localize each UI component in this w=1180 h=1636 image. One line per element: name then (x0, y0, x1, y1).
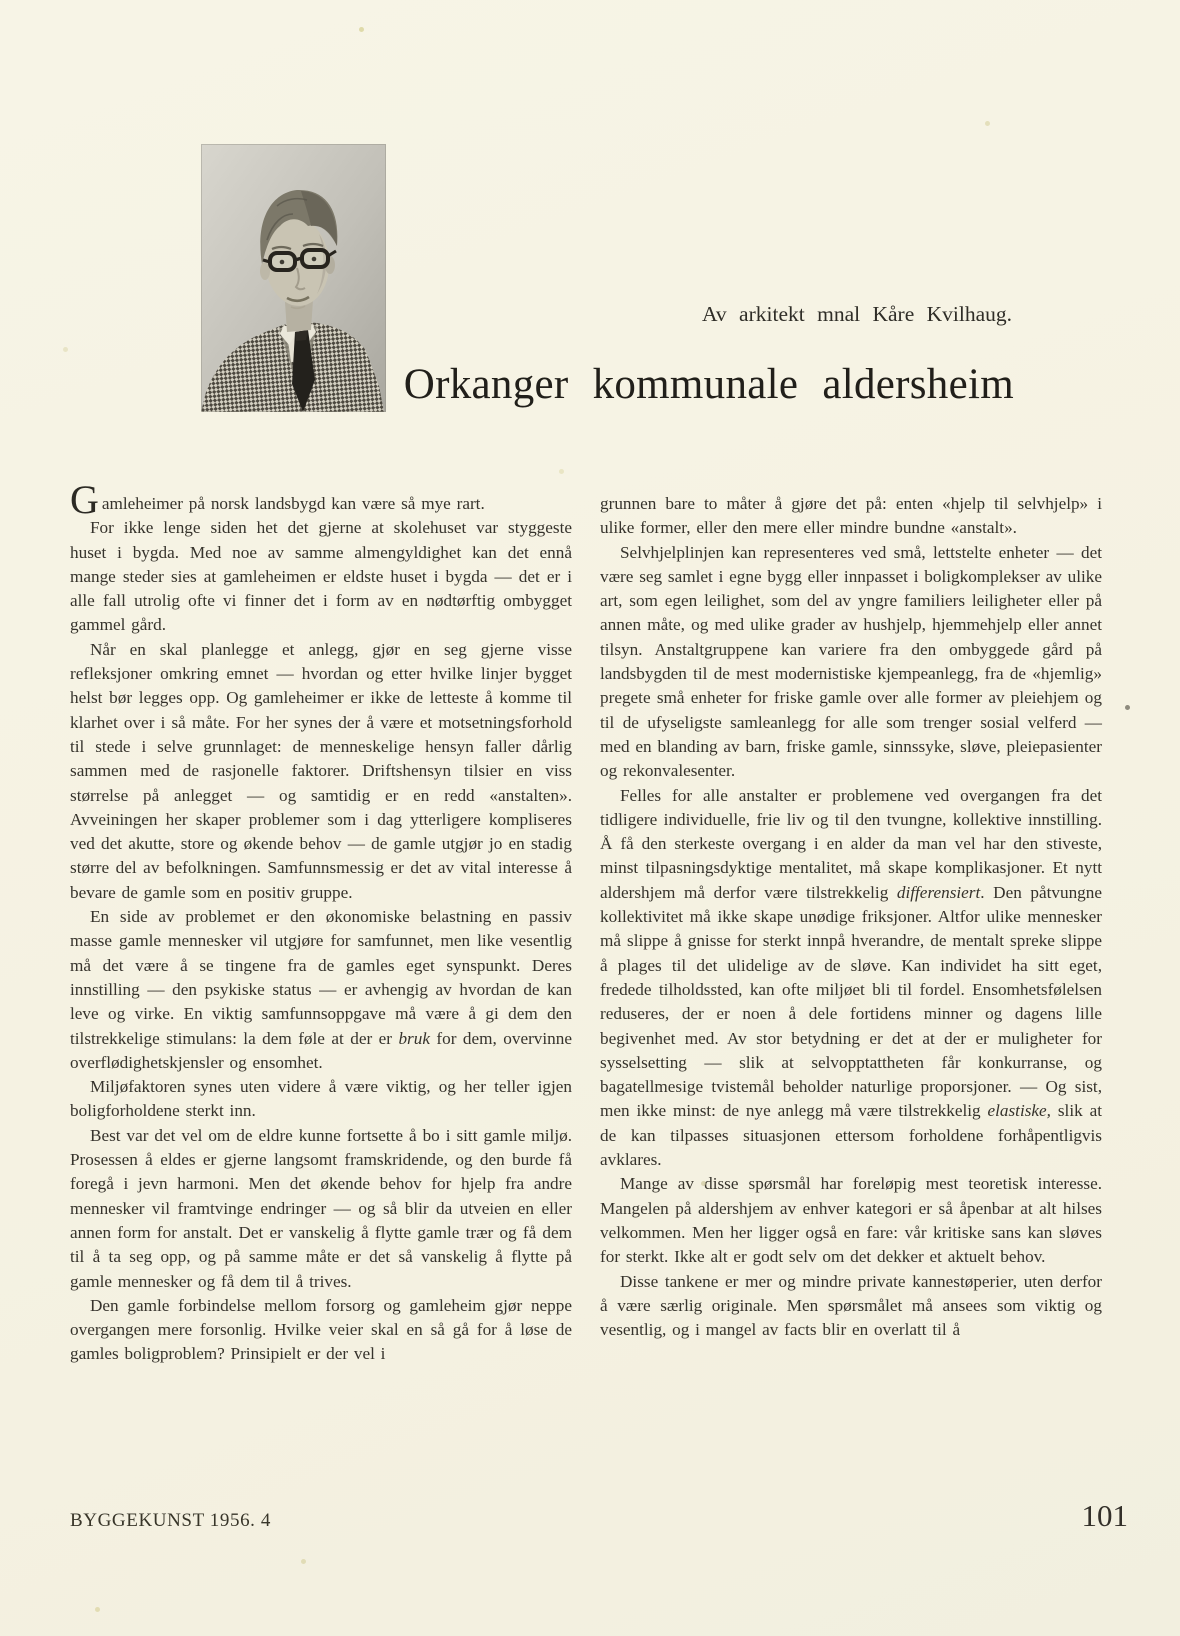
text-run: Mange av disse spørsmål har foreløpig mest teoretisk interesse. Mangelen på aldershjem av enhver kategori er så åpenbar at alt hilses velkommen. Men her ligger også en fare: vår kritiske sans kan sløves for sterkt. Ikke alt er godt selv om det dekker et aktuelt behov. (600, 1174, 1102, 1267)
text-run: slik at de kan tilpasses situasjonen ettersom forholdene forhåpentligvis avklares. (600, 1101, 1102, 1170)
article-paragraph (600, 1270, 1102, 1343)
text-run: grunnen bare to måter å gjøre det på: enten «hjelp til selvhjelp» i ulike former, eller den mere eller mindre bundne «anstalt». (600, 494, 1102, 538)
text-run: En side av problemet er den økonomiske belastning en passiv masse gamle mennesker vil utgjøre for samfunnet, men like vesentlig må det være å se tingene fra de gamles eget synspunkt. Deres innstilling — den psykiske status — er avhengig av hvordan de kan leve og virke. En viktig samfunnsoppgave må være å gi dem den tilstrekkelige stimulans: la dem føle at der er (70, 907, 572, 1048)
italic-text-run: differensiert (896, 882, 981, 902)
text-run: amleheimer på norsk landsbygd kan være så mye rart. (101, 494, 485, 513)
article-paragraph (70, 516, 572, 637)
article-paragraph (70, 1294, 572, 1367)
left-column (70, 477, 572, 1367)
article-paragraph (600, 784, 1102, 1173)
article-paragraph (70, 1075, 572, 1124)
article-paragraph (600, 492, 1102, 541)
text-run: For ikke lenge siden het det gjerne at skolehuset var styggeste huset i bygda. Med noe av samme almengyldighet kan det ennå mange steder sies at gamleheimen er eldste huset i bygda — det er i alle fall utrolig ofte vi finner det i form av en nødtørftig ombygget gammel gård. (70, 518, 572, 635)
italic-text-run: elastiske, (987, 1101, 1051, 1121)
paper-specks (0, 0, 3, 3)
portrait-illustration (201, 144, 386, 412)
text-run: Best var det vel om de eldre kunne fortsette å bo i sitt gamle miljø. Prosessen å eldes er gjerne langsomt framskridende, og den burde få foregå i jevn harmoni. Men det økende behov for hjelp fra andre mennesker vil framtvinge endringer — og så blir da utveien en eller annen form for anstalt. Det er vanskelig å flytte gamle trær og få dem til å ta seg opp, og på samme måte er det så vanskelig å flytte på gamle mennesker og få dem til å trives. (70, 1125, 572, 1291)
text-run: . Den påtvungne kollektivitet må ikke skape unødige friksjoner. Altfor ulike mennesker må slippe å gnisse for sterkt innpå hverandre, de mentalt spreke slippe å plages til det ulidelige av de sløve. Kan individet ha sitt eget, fredede tilholdssted, kan ofte miljøet bli til fordel. Ensomhetsfølelsen reduseres, der er noen å dele fortidens minner og dagens lille begivenhet med. Av stor betydning er det at der er muligheter for sysselsetting — slik at selvopptattheten får konkurranse, og bagatellmesige tvistemål beholder naturlige proporsjoner. — Og sist, men ikke minst: de nye anlegg må være tilstrekkelig (600, 882, 1102, 1121)
text-run: for dem, overvinne overflødighetskjensler og ensomhet. (70, 1028, 572, 1072)
article-body (70, 477, 1102, 1367)
article-title: Orkanger kommunale aldersheim (403, 361, 1014, 408)
byline: Av arkitekt mnal Kåre Kvilhaug. (702, 302, 1012, 326)
article-paragraph (600, 1172, 1102, 1269)
text-run: Når en skal planlegge et anlegg, gjør en seg gjerne visse refleksjoner omkring emnet — hvordan og etter hvilke linjer bygget helst bør legges opp. Og gamleheimer er ikke de letteste å komme til klarhet over i så måte. For her synes der å være et motsetningsforhold til stede i selve grunnlaget: de menneskelige hensyn faller dårlig sammen med de rasjonelle faktorer. Driftshensyn tilsier en viss størrelse på anlegget — og samtidig er en redd «anstalten». Avveiningen her skaper problemer som i dag ytterligere kompliseres ved det akutte, store og økende behov — de gamle utgjør jo en stadig større del av befolkningen. Samfunnsmessig er det av vital interesse å bevare de gamle som en positiv gruppe. (70, 639, 572, 902)
text-run: Den gamle forbindelse mellom forsorg og gamleheim gjør neppe overgangen mere forsonlig. Hvilke veier skal en så gå for å løse de gamles boligproblem? Prinsipielt er der vel i (70, 1295, 572, 1364)
right-column (600, 492, 1102, 1367)
article-paragraph (70, 477, 572, 522)
article-paragraph (70, 905, 572, 1075)
article-paragraph (70, 1124, 572, 1294)
page-number: 101 (1081, 1498, 1128, 1533)
text-run: Disse tankene er mer og mindre private kannestøperier, uten derfor å være særlig originale. Men spørsmålet må ansees som viktig og vesentlig, og i mangel av facts blir en overlatt til å (600, 1271, 1102, 1340)
text-run: Felles for alle anstalter er problemene ved overgangen fra det tidligere individuelle, frie liv og til den tvungne, kollektive innstilling. Å få den sterkeste overgang i en alder da man vel har den stiveste, minst tilpasningsdyktige mentalitet, må skape komplikasjoner. Et nytt aldershjem må derfor være tilstrekkelig (600, 785, 1102, 902)
article-paragraph (70, 638, 572, 905)
text-run: Miljøfaktoren synes uten videre å være viktig, og her teller igjen boligforholdene sterkt inn. (70, 1077, 572, 1121)
article-paragraph (600, 541, 1102, 784)
drop-cap: G (70, 477, 99, 522)
text-run: Selvhjelplinjen kan representeres ved små, lettstelte enheter — det være seg samlet i egne bygg eller innpasset i boligkomplekser av ulike art, som egen leilighet, som del av yngre familiers leiligheter eller på annen måte, og med ulike grader av hushjelp, hjemmehjelp eller annet tilsyn. Anstaltgruppene kan variere fra den ombyggede gård på landsbygden til de mest modernistiske kjempeanlegg, fra de «hjemlig» pregete små enheter for friske gamle over alle former av pleiehjem og til de ufyseligste samleanlegg for alle som trenger sosial velferd — med en blanding av barn, friske gamle, sinnssyke, sløve, pleiepasienter og rekonvalesenter. (600, 542, 1102, 781)
journal-footer: BYGGEKUNST 1956. 4 (70, 1510, 271, 1531)
author-portrait-photo (201, 144, 386, 412)
italic-text-run: bruk (398, 1028, 430, 1048)
